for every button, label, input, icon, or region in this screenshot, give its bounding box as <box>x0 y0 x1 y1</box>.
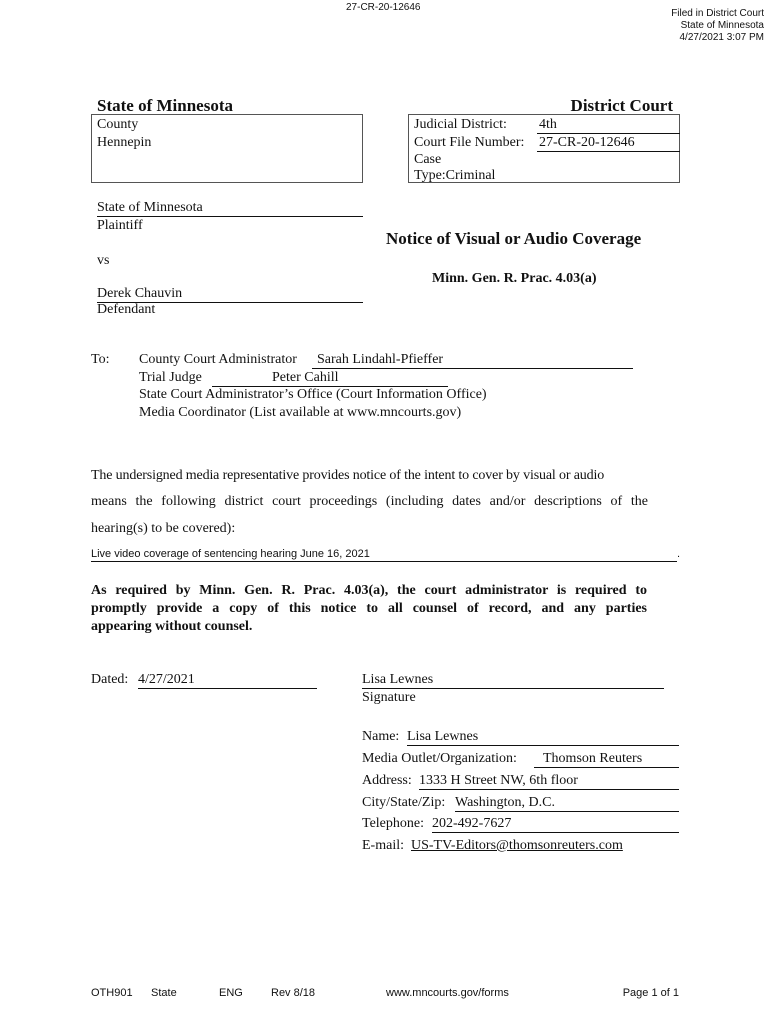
outlet-value: Thomson Reuters <box>534 750 679 768</box>
vs-label: vs <box>97 253 110 268</box>
filed-stamp-line1: Filed in District Court <box>671 8 764 19</box>
city-value: Washington, D.C. <box>455 794 679 812</box>
to-line-county-admin-label: County Court Administrator <box>139 352 297 367</box>
to-line-media-coordinator: Media Coordinator (List available at www.mncourts.gov) <box>139 405 462 420</box>
signature-label: Signature <box>362 690 416 705</box>
to-line-state-court: State Court Administrator’s Office (Court Information Office) <box>139 387 487 402</box>
filed-stamp-line2: State of Minnesota <box>680 20 764 31</box>
required-line-2: promptly provide a copy of this notice to all counsel of record, and any parties <box>91 601 647 616</box>
filed-stamp-line3: 4/27/2021 3:07 PM <box>679 32 764 43</box>
court-file-label: Court File Number: <box>414 135 525 150</box>
name-value: Lisa Lewnes <box>407 728 679 746</box>
plaintiff-label: Plaintiff <box>97 218 143 233</box>
outlet-label: Media Outlet/Organization: <box>362 751 517 766</box>
coverage-period: . <box>677 548 681 560</box>
address-label: Address: <box>362 773 412 788</box>
address-value: 1333 H Street NW, 6th floor <box>419 772 679 790</box>
footer-form-id: OTH901 <box>91 987 133 999</box>
top-file-number: 27-CR-20-12646 <box>346 2 421 13</box>
case-info-box <box>408 114 680 183</box>
dated-value: 4/27/2021 <box>138 671 317 689</box>
defendant-name: Derek Chauvin <box>97 285 363 303</box>
dated-label: Dated: <box>91 672 129 687</box>
phone-label: Telephone: <box>362 816 424 831</box>
required-line-3: appearing without counsel. <box>91 619 253 634</box>
plaintiff-name: State of Minnesota <box>97 199 363 217</box>
phone-value: 202-492-7627 <box>432 815 679 833</box>
footer-state: State <box>151 987 177 999</box>
filed-stamp <box>671 8 764 44</box>
to-line-county-admin: Sarah Lindahl-Pfieffer <box>312 351 633 369</box>
case-label: Case <box>414 152 442 167</box>
notice-title: Notice of Visual or Audio Coverage <box>386 229 642 248</box>
case-type-label: Type:Criminal <box>414 168 496 183</box>
county-box <box>91 114 363 183</box>
to-line-trial-judge-label: Trial Judge <box>139 370 202 385</box>
to-line-trial-judge: Peter Cahill <box>212 369 448 387</box>
judicial-district-label: Judicial District: <box>414 117 507 132</box>
to-label: To: <box>91 352 110 367</box>
state-title: State of Minnesota <box>97 96 233 115</box>
footer-page: Page 1 of 1 <box>622 987 679 999</box>
footer-lang: ENG <box>219 987 243 999</box>
judicial-district-value: 4th <box>537 116 680 134</box>
city-label: City/State/Zip: <box>362 795 446 810</box>
email-value[interactable]: US-TV-Editors@thomsonreuters.com <box>411 838 623 853</box>
footer-rev: Rev 8/18 <box>271 987 316 999</box>
court-title: District Court <box>570 96 673 115</box>
body-line-3: hearing(s) to be covered): <box>91 521 236 536</box>
name-label: Name: <box>362 729 400 744</box>
required-notice <box>91 582 647 636</box>
coverage-description: Live video coverage of sentencing hearing June 16, 2021 <box>91 547 677 562</box>
county-value: Hennepin <box>97 135 152 150</box>
court-file-value: 27-CR-20-12646 <box>537 134 680 152</box>
signature-value: Lisa Lewnes <box>362 671 664 689</box>
defendant-label: Defendant <box>97 302 156 317</box>
email-label: E-mail: <box>362 838 404 853</box>
notice-rule: Minn. Gen. R. Prac. 4.03(a) <box>432 271 597 286</box>
body-line-1: The undersigned media representative provides notice of the intent to cover by visual or audio <box>91 468 605 483</box>
county-label: County <box>97 117 139 132</box>
required-line-1: As required by Minn. Gen. R. Prac. 4.03(a), the court administrator is required to <box>91 583 647 598</box>
footer-url[interactable]: www.mncourts.gov/forms <box>386 987 509 999</box>
body-line-2: means the following district court proceedings (including dates and/or descriptions of the <box>91 494 648 509</box>
